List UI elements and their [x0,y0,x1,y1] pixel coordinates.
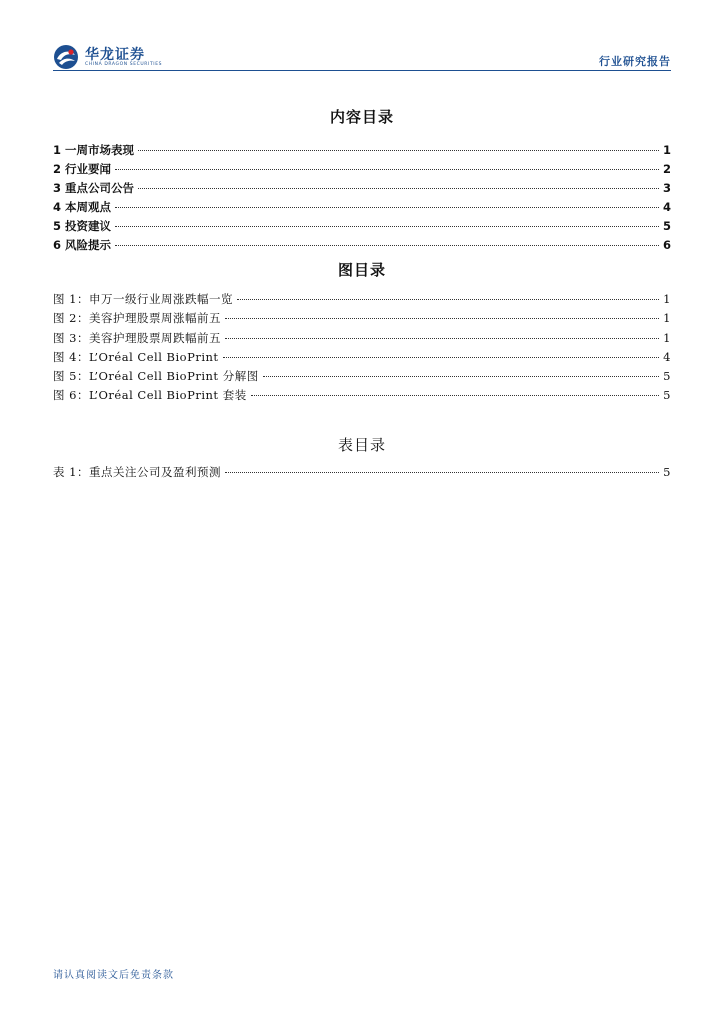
contents-title: 内容目录 [329,108,394,126]
figure-entry-label: 图 6：L’Oréal Cell BioPrint 套装 [53,388,247,403]
dot-leader [115,226,659,227]
contents-entry-page-number: 2 [662,162,671,176]
footer-disclaimer: 请认真阅读文后免责条款 [53,970,174,981]
figure-entry-page-number: 1 [663,292,671,306]
contents-entry[interactable] [53,237,671,256]
contents-entry-label: 2 行业要闻 [53,162,112,176]
tables-title: 表目录 [337,436,386,454]
dot-leader [225,472,659,473]
dot-leader [138,150,659,151]
figure-entry-label: 图 2：美容护理股票周涨幅前五 [53,311,221,326]
contents-entry[interactable] [53,218,671,237]
contents-entry[interactable] [53,161,671,180]
figure-entry-label: 图 3：美容护理股票周跌幅前五 [53,330,221,345]
contents-entry-label: 5 投资建议 [53,219,112,233]
contents-entry-label: 3 重点公司公告 [53,181,135,195]
figure-entry-page-number: 5 [663,388,671,403]
figure-entry-label: 图 1：申万一级行业周涨跌幅一览 [53,292,233,306]
contents-entry-page-number: 6 [662,238,671,252]
company-logo [53,42,163,70]
dot-leader [223,357,660,358]
table-entry-page-number: 5 [663,465,671,479]
figure-entry-page-number: 4 [663,349,671,364]
dot-leader [115,207,659,208]
contents-entry-label: 6 风险提示 [53,238,112,252]
figure-entry[interactable] [53,368,671,387]
dot-leader [225,318,659,319]
logo-chinese-text: 华龙证券 [85,47,145,63]
dot-leader [225,338,659,339]
table-entry-label: 表 1：重点关注公司及盈利预测 [53,465,221,479]
dragon-logo-icon [53,44,79,70]
figure-entry-page-number: 5 [663,369,671,384]
dot-leader [263,376,659,377]
figure-entry-page-number: 1 [663,330,671,345]
contents-entry[interactable] [53,199,671,218]
figure-entry-page-number: 1 [663,311,671,326]
dot-leader [138,188,659,189]
logo-english-text: CHINA DRAGON SECURITIES [85,62,163,67]
figure-entry[interactable] [53,310,671,329]
figure-entry[interactable] [53,330,671,349]
tables-list [53,464,671,483]
report-type-label: 行业研究报告 [599,55,671,68]
dot-leader [251,395,659,396]
table-entry[interactable] [53,464,671,483]
contents-entry-page-number: 3 [662,181,671,195]
figure-entry[interactable] [53,291,671,310]
contents-entry-label: 1 一周市场表现 [53,143,135,157]
dot-leader [115,245,659,246]
header-divider [53,70,671,71]
contents-entry-label: 4 本周观点 [53,200,112,214]
contents-entry-page-number: 1 [662,143,671,157]
dot-leader [237,299,659,300]
figure-entry-label: 图 5：L’Oréal Cell BioPrint 分解图 [53,369,259,384]
contents-entry[interactable] [53,142,671,161]
contents-list [53,142,671,256]
contents-entry[interactable] [53,180,671,199]
figure-entry-label: 图 4：L’Oréal Cell BioPrint [53,349,219,364]
figures-title: 图目录 [337,261,386,279]
figures-list [53,291,671,407]
page-header [53,42,671,70]
contents-entry-page-number: 5 [662,219,671,233]
dot-leader [115,169,659,170]
figure-entry[interactable] [53,387,671,406]
contents-entry-page-number: 4 [662,200,671,214]
figure-entry[interactable] [53,349,671,368]
